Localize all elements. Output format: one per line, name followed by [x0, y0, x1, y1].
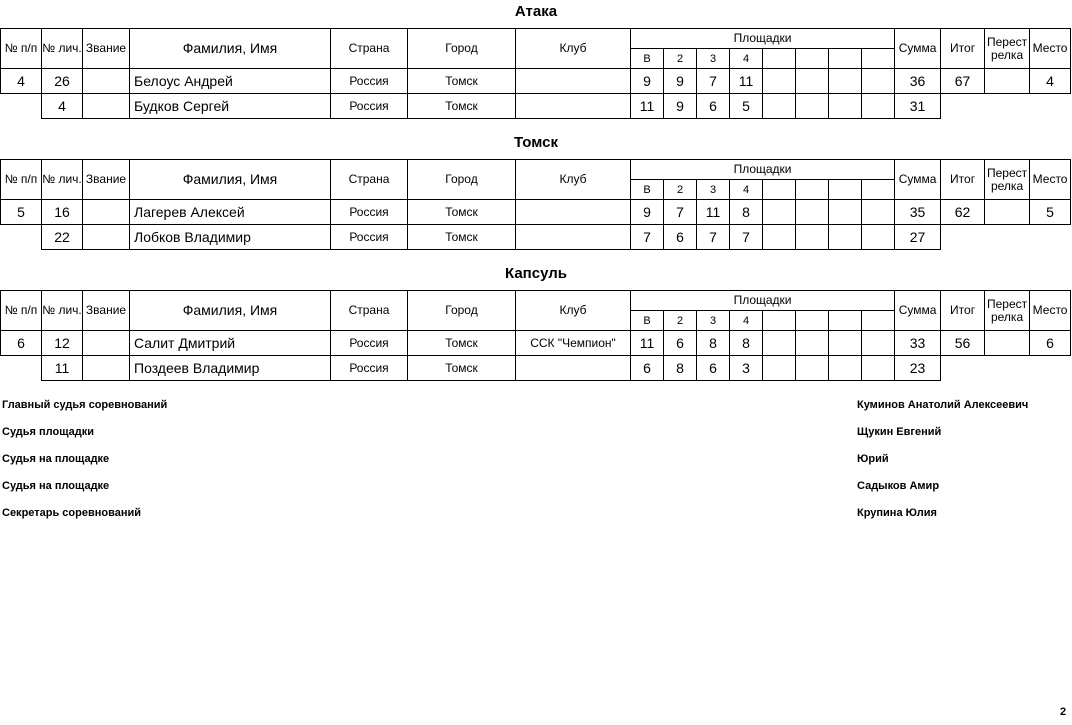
empty-cell: [985, 356, 1030, 381]
header-num: № п/п: [1, 291, 42, 331]
header-name: Фамилия, Имя: [130, 29, 331, 69]
official-name: Крупина Юлия: [857, 507, 937, 519]
header-license: № лич.: [42, 291, 83, 331]
score-sum: 31: [895, 94, 941, 119]
empty-cell: [1, 356, 42, 381]
empty-cell: [1, 225, 42, 250]
header-num: № п/п: [1, 29, 42, 69]
header-club: Клуб: [516, 291, 631, 331]
header-area-col: [763, 311, 796, 331]
page-number: 2: [1060, 706, 1067, 718]
rank-cell: [83, 331, 130, 356]
area-score: 6: [697, 94, 730, 119]
header-total: Итог: [941, 160, 985, 200]
country-cell: Россия: [331, 331, 408, 356]
area-score: 11: [631, 331, 664, 356]
area-score: 8: [697, 331, 730, 356]
city-cell: Томск: [408, 225, 516, 250]
license-number: 22: [42, 225, 83, 250]
header-area-col: [829, 49, 862, 69]
club-cell: [516, 225, 631, 250]
area-score: 7: [631, 225, 664, 250]
area-score: [829, 69, 862, 94]
license-number: 11: [42, 356, 83, 381]
team-number: 4: [1, 69, 42, 94]
country-cell: Россия: [331, 200, 408, 225]
header-name: Фамилия, Имя: [130, 291, 331, 331]
official-role: Судья на площадке: [2, 480, 110, 492]
header-shootoff: Перест релка: [985, 291, 1030, 331]
header-area-col: 2: [664, 180, 697, 200]
table-row: [1, 331, 1071, 356]
header-area-col: 4: [730, 180, 763, 200]
athlete-name: Поздеев Владимир: [130, 356, 331, 381]
header-area-col: В: [631, 49, 664, 69]
area-score: [796, 94, 829, 119]
area-score: 11: [730, 69, 763, 94]
official-role: Секретарь соревнований: [2, 507, 142, 519]
area-score: [829, 94, 862, 119]
club-cell: [516, 69, 631, 94]
header-area-col: 3: [697, 180, 730, 200]
area-score: 8: [664, 356, 697, 381]
header-city: Город: [408, 160, 516, 200]
header-area-col: 4: [730, 311, 763, 331]
team-total: 56: [941, 331, 985, 356]
header-city: Город: [408, 29, 516, 69]
header-area-col: [862, 311, 895, 331]
empty-cell: [985, 94, 1030, 119]
area-score: [796, 225, 829, 250]
rank-cell: [83, 225, 130, 250]
area-score: [829, 200, 862, 225]
team-total: 67: [941, 69, 985, 94]
area-score: [763, 225, 796, 250]
area-score: [763, 69, 796, 94]
header-area-col: [862, 49, 895, 69]
area-score: 6: [631, 356, 664, 381]
header-rank: Звание: [83, 29, 130, 69]
header-sum: Сумма: [895, 291, 941, 331]
country-cell: Россия: [331, 69, 408, 94]
header-total: Итог: [941, 291, 985, 331]
team-title: Томск: [514, 134, 558, 151]
city-cell: Томск: [408, 69, 516, 94]
header-country: Страна: [331, 29, 408, 69]
score-sum: 27: [895, 225, 941, 250]
empty-cell: [941, 225, 985, 250]
team-number: 5: [1, 200, 42, 225]
header-total: Итог: [941, 29, 985, 69]
score-sum: 33: [895, 331, 941, 356]
header-area-col: [796, 180, 829, 200]
shootoff-cell: [985, 69, 1030, 94]
header-area-col: [763, 49, 796, 69]
official-role: Главный судья соревнований: [2, 399, 168, 411]
score-sum: 23: [895, 356, 941, 381]
header-areas: Площадки: [631, 160, 895, 180]
header-areas: Площадки: [631, 29, 895, 49]
area-score: 7: [664, 200, 697, 225]
area-score: [829, 225, 862, 250]
team-number: 6: [1, 331, 42, 356]
header-area-col: [763, 180, 796, 200]
official-name: Куминов Анатолий Алексеевич: [857, 399, 1029, 411]
area-score: 11: [631, 94, 664, 119]
city-cell: Томск: [408, 331, 516, 356]
shootoff-cell: [985, 331, 1030, 356]
header-country: Страна: [331, 291, 408, 331]
team-results-table: [0, 290, 1071, 381]
header-name: Фамилия, Имя: [130, 160, 331, 200]
table-row: [1, 69, 1071, 94]
header-club: Клуб: [516, 29, 631, 69]
header-area-col: 3: [697, 311, 730, 331]
header-license: № лич.: [42, 160, 83, 200]
empty-cell: [941, 356, 985, 381]
area-score: 9: [631, 69, 664, 94]
area-score: [796, 356, 829, 381]
license-number: 12: [42, 331, 83, 356]
area-score: 9: [664, 69, 697, 94]
area-score: 7: [730, 225, 763, 250]
team-title: Атака: [514, 3, 558, 20]
area-score: 6: [664, 331, 697, 356]
team-results-table: [0, 159, 1071, 250]
athlete-name: Лагерев Алексей: [130, 200, 331, 225]
header-shootoff: Перест релка: [985, 29, 1030, 69]
empty-cell: [1030, 356, 1071, 381]
header-num: № п/п: [1, 160, 42, 200]
table-row: [1, 225, 1071, 250]
official-name: Щукин Евгений: [857, 426, 942, 438]
table-row: [1, 356, 1071, 381]
area-score: [829, 331, 862, 356]
area-score: [796, 200, 829, 225]
team-place: 4: [1030, 69, 1071, 94]
header-area-col: В: [631, 180, 664, 200]
athlete-name: Салит Дмитрий: [130, 331, 331, 356]
header-area-col: В: [631, 311, 664, 331]
athlete-name: Лобков Владимир: [130, 225, 331, 250]
club-cell: [516, 200, 631, 225]
table-row: [1, 200, 1071, 225]
official-role: Судья на площадке: [2, 453, 110, 465]
area-score: [763, 356, 796, 381]
club-cell: ССК "Чемпион": [516, 331, 631, 356]
club-cell: [516, 356, 631, 381]
area-score: [763, 200, 796, 225]
empty-cell: [1, 94, 42, 119]
area-score: [862, 331, 895, 356]
city-cell: Томск: [408, 356, 516, 381]
header-city: Город: [408, 291, 516, 331]
header-rank: Звание: [83, 291, 130, 331]
country-cell: Россия: [331, 94, 408, 119]
rank-cell: [83, 94, 130, 119]
official-name: Юрий: [857, 453, 889, 465]
athlete-name: Будков Сергей: [130, 94, 331, 119]
header-country: Страна: [331, 160, 408, 200]
rank-cell: [83, 356, 130, 381]
area-score: [796, 331, 829, 356]
license-number: 26: [42, 69, 83, 94]
area-score: [796, 69, 829, 94]
header-row: [1, 160, 1071, 180]
area-score: 11: [697, 200, 730, 225]
header-area-col: 2: [664, 311, 697, 331]
header-sum: Сумма: [895, 160, 941, 200]
header-areas: Площадки: [631, 291, 895, 311]
empty-cell: [1030, 225, 1071, 250]
header-area-col: [829, 180, 862, 200]
header-area-col: [829, 311, 862, 331]
area-score: [862, 225, 895, 250]
city-cell: Томск: [408, 200, 516, 225]
city-cell: Томск: [408, 94, 516, 119]
empty-cell: [1030, 94, 1071, 119]
empty-cell: [985, 225, 1030, 250]
club-cell: [516, 94, 631, 119]
header-area-col: [796, 311, 829, 331]
area-score: [862, 356, 895, 381]
rank-cell: [83, 200, 130, 225]
team-place: 6: [1030, 331, 1071, 356]
team-total: 62: [941, 200, 985, 225]
header-club: Клуб: [516, 160, 631, 200]
area-score: [862, 69, 895, 94]
team-place: 5: [1030, 200, 1071, 225]
header-area-col: [862, 180, 895, 200]
shootoff-cell: [985, 200, 1030, 225]
header-place: Место: [1030, 160, 1071, 200]
area-score: 3: [730, 356, 763, 381]
table-row: [1, 94, 1071, 119]
official-name: Садыков Амир: [857, 480, 940, 492]
header-row: [1, 29, 1071, 49]
area-score: 6: [697, 356, 730, 381]
country-cell: Россия: [331, 356, 408, 381]
athlete-name: Белоус Андрей: [130, 69, 331, 94]
team-results-table: [0, 28, 1071, 119]
header-place: Место: [1030, 29, 1071, 69]
header-shootoff: Перест релка: [985, 160, 1030, 200]
license-number: 4: [42, 94, 83, 119]
area-score: [763, 331, 796, 356]
empty-cell: [941, 94, 985, 119]
area-score: 8: [730, 331, 763, 356]
area-score: [862, 200, 895, 225]
rank-cell: [83, 69, 130, 94]
header-area-col: 3: [697, 49, 730, 69]
area-score: 7: [697, 69, 730, 94]
area-score: 6: [664, 225, 697, 250]
header-sum: Сумма: [895, 29, 941, 69]
header-license: № лич.: [42, 29, 83, 69]
official-role: Судья площадки: [2, 426, 94, 438]
area-score: 5: [730, 94, 763, 119]
area-score: [763, 94, 796, 119]
header-area-col: 2: [664, 49, 697, 69]
area-score: 9: [631, 200, 664, 225]
header-area-col: [796, 49, 829, 69]
header-row: [1, 291, 1071, 311]
area-score: 9: [664, 94, 697, 119]
country-cell: Россия: [331, 225, 408, 250]
header-area-col: 4: [730, 49, 763, 69]
area-score: 7: [697, 225, 730, 250]
area-score: [829, 356, 862, 381]
header-rank: Звание: [83, 160, 130, 200]
score-sum: 36: [895, 69, 941, 94]
team-title: Капсуль: [505, 265, 567, 282]
license-number: 16: [42, 200, 83, 225]
header-place: Место: [1030, 291, 1071, 331]
area-score: 8: [730, 200, 763, 225]
score-sum: 35: [895, 200, 941, 225]
area-score: [862, 94, 895, 119]
